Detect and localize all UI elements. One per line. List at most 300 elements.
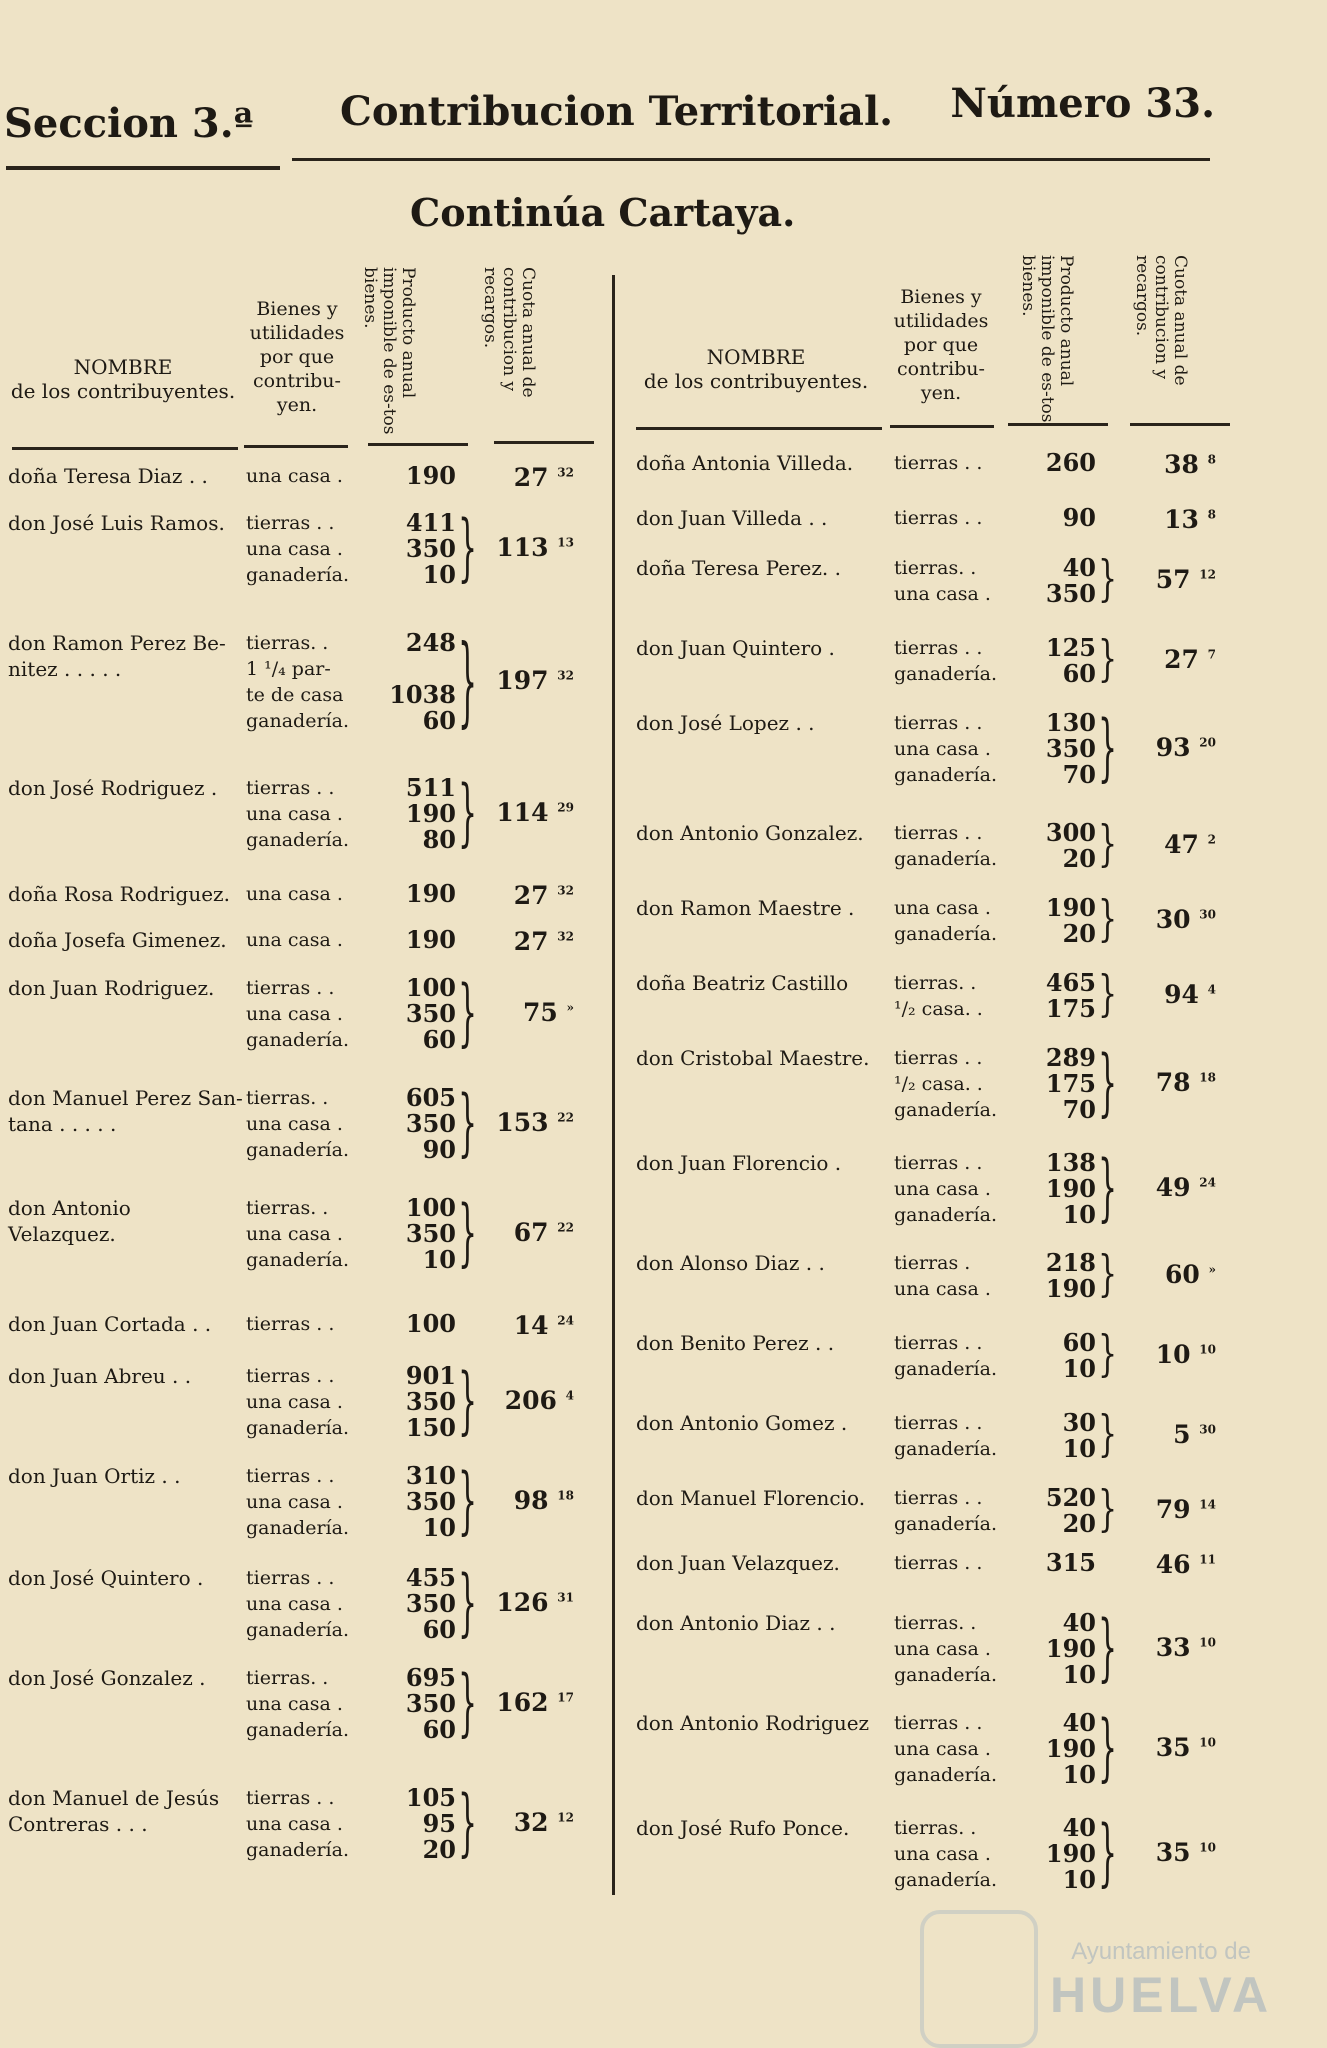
- product-value: 190: [1045, 1634, 1096, 1663]
- quota-value: [494, 463, 574, 492]
- asset-list: [894, 1330, 997, 1382]
- table-row: [8, 1561, 608, 1647]
- grouping-brace: }: [458, 1191, 478, 1277]
- asset-list: [894, 450, 982, 476]
- asset-item: tierras. .: [246, 632, 329, 654]
- product-values: [386, 775, 456, 853]
- product-value: 40: [1062, 1708, 1096, 1737]
- quota-cents: 32: [557, 929, 574, 944]
- product-value: 218: [1045, 1248, 1096, 1277]
- quota-cents: 30: [1199, 907, 1216, 922]
- taxpayer-name: doña Antonia Villeda.: [636, 451, 854, 475]
- product-value: 190: [1045, 1734, 1096, 1763]
- product-value: 60: [1062, 1328, 1096, 1357]
- quota-value: [1136, 450, 1216, 479]
- col-header-product: Producto anual imponible de es-tos bienes.: [360, 267, 418, 435]
- table-row: [636, 551, 1236, 608]
- grouping-brace: }: [1098, 1706, 1118, 1792]
- product-value: 350: [1045, 579, 1096, 608]
- col-header-assets: Bienes y utilidades por que contribu-yen.: [893, 286, 989, 404]
- quota-value: [1136, 1838, 1216, 1867]
- asset-item: una casa .: [894, 583, 991, 605]
- asset-item: ¹/₂ casa. .: [894, 998, 983, 1020]
- quota-cents: 4: [565, 1388, 574, 1403]
- taxpayer-name: doña Teresa Perez. .: [636, 556, 841, 580]
- quota-amount: 27: [513, 463, 549, 492]
- product-values: [386, 975, 456, 1053]
- product-values: [1026, 970, 1096, 1022]
- product-value: 350: [405, 1689, 456, 1718]
- asset-list: [246, 1085, 349, 1163]
- asset-list: [894, 895, 997, 947]
- quota-cents: 32: [557, 883, 574, 898]
- table-row: [636, 891, 1236, 948]
- quota-value: [1136, 1420, 1216, 1449]
- column-divider: [612, 275, 615, 1895]
- taxpayer-name: doña Josefa Gimenez.: [8, 928, 227, 952]
- grouping-brace: }: [458, 1359, 478, 1445]
- asset-list: [246, 1363, 349, 1441]
- product-values: [386, 1665, 456, 1743]
- product-value: 190: [1045, 1274, 1096, 1303]
- grouping-brace: }: [1098, 1041, 1118, 1127]
- quota-amount: 35: [1155, 1733, 1191, 1762]
- product-value: 465: [1045, 968, 1096, 997]
- asset-item: una casa .: [246, 1003, 343, 1025]
- header-underline: [1130, 423, 1230, 426]
- product-values: [1026, 1410, 1096, 1462]
- taxpayer-name: don Manuel Perez San-tana . . . . .: [8, 1086, 243, 1136]
- asset-item: ganadería.: [246, 564, 349, 586]
- product-value: 350: [405, 1219, 456, 1248]
- product-value: 190: [405, 925, 456, 954]
- header-underline: [1008, 423, 1108, 426]
- taxpayer-name: doña Teresa Diaz . .: [8, 464, 208, 488]
- product-value: 175: [1045, 1069, 1096, 1098]
- asset-item: tierras . .: [246, 1365, 335, 1387]
- document-heading: Contribucion Territorial.: [340, 88, 894, 135]
- quota-amount: 60: [1164, 1260, 1200, 1289]
- asset-item: tierras . .: [894, 1332, 983, 1354]
- document-number: Número 33.: [950, 80, 1215, 127]
- header-rule-left: [6, 166, 280, 170]
- quota-cents: »: [1208, 1262, 1216, 1277]
- product-value: 125: [1045, 633, 1096, 662]
- grouping-brace: }: [458, 1561, 478, 1647]
- asset-item: tierras . .: [894, 1712, 983, 1734]
- taxpayer-name: don Antonio Gomez .: [636, 1411, 848, 1435]
- asset-list: [894, 635, 997, 687]
- taxpayer-name: doña Beatriz Castillo: [636, 971, 849, 995]
- product-value: 10: [1062, 1200, 1096, 1229]
- quota-cents: 10: [1199, 1635, 1216, 1650]
- product-values: [386, 510, 456, 588]
- table-row: [636, 966, 1236, 1023]
- table-row: [8, 461, 608, 492]
- quota-amount: 94: [1164, 980, 1199, 1009]
- grouping-brace: }: [1098, 551, 1118, 608]
- quota-value: [494, 1588, 574, 1617]
- asset-item: ganadería.: [894, 1869, 997, 1891]
- asset-item: ganadería.: [894, 1664, 997, 1686]
- grouping-brace: }: [458, 506, 478, 592]
- asset-item: ganadería.: [894, 1764, 997, 1786]
- table-row: [636, 1811, 1236, 1897]
- product-value: 350: [405, 1589, 456, 1618]
- quota-cents: 12: [1199, 567, 1216, 582]
- table-row: [636, 448, 1236, 479]
- quota-value: [494, 798, 574, 827]
- asset-item: una casa .: [894, 897, 991, 919]
- quota-value: [494, 1688, 574, 1717]
- product-value: 90: [1062, 503, 1096, 532]
- asset-item: ganadería.: [246, 1029, 349, 1051]
- product-value: 1038: [389, 680, 456, 709]
- quota-amount: 49: [1155, 1173, 1191, 1202]
- taxpayer-name: don José Rufo Ponce.: [636, 1816, 850, 1840]
- product-value: [386, 656, 456, 682]
- asset-item: ¹/₂ casa. .: [894, 1073, 983, 1095]
- asset-list: [246, 775, 349, 853]
- product-value: 190: [405, 799, 456, 828]
- table-row: [636, 1326, 1236, 1383]
- quota-value: [1136, 1068, 1216, 1097]
- product-value: 310: [405, 1461, 456, 1490]
- asset-item: tierras . .: [894, 1487, 983, 1509]
- product-value: 138: [1045, 1148, 1096, 1177]
- asset-item: tierras . .: [246, 977, 335, 999]
- asset-list: [246, 975, 349, 1053]
- quota-cents: 32: [557, 465, 574, 480]
- table-row: [636, 1146, 1236, 1232]
- quota-amount: 75: [522, 998, 558, 1027]
- product-value: 10: [422, 1513, 456, 1542]
- quota-amount: 197: [496, 666, 549, 695]
- asset-list: [246, 630, 349, 734]
- product-value: 190: [405, 461, 456, 490]
- asset-item: una casa .: [894, 1638, 991, 1660]
- asset-list: [894, 1610, 997, 1688]
- product-value: 10: [1062, 1865, 1096, 1894]
- taxpayer-name: doña Rosa Rodriguez.: [8, 882, 230, 906]
- product-value: 150: [405, 1413, 456, 1442]
- quota-amount: 47: [1164, 830, 1199, 859]
- quota-amount: 114: [496, 798, 549, 827]
- product-values: [386, 1311, 456, 1337]
- col-header-name: NOMBRE de los contribuyentes.: [10, 355, 236, 403]
- quota-amount: 32: [513, 1808, 549, 1837]
- table-row: [636, 1706, 1236, 1792]
- product-values: [1026, 820, 1096, 872]
- product-value: 10: [422, 1245, 456, 1274]
- quota-amount: 113: [496, 533, 549, 562]
- taxpayer-name: don Alonso Diaz . .: [636, 1251, 825, 1275]
- product-values: [386, 927, 456, 953]
- quota-cents: 2: [1207, 832, 1216, 847]
- quota-value: [1136, 1495, 1216, 1524]
- table-row: [8, 1309, 608, 1340]
- asset-item: tierras . .: [894, 1552, 983, 1574]
- quota-cents: »: [566, 1000, 574, 1015]
- asset-item: te de casa: [246, 684, 344, 706]
- quota-amount: 27: [513, 881, 549, 910]
- quota-cents: 30: [1199, 1422, 1216, 1437]
- product-value: 10: [1062, 1354, 1096, 1383]
- taxpayer-name: don Benito Perez . .: [636, 1331, 835, 1355]
- asset-item: ganadería.: [894, 848, 997, 870]
- asset-list: [894, 1550, 982, 1576]
- quota-cents: 10: [1199, 1342, 1216, 1357]
- taxpayer-name: don Juan Cortada . .: [8, 1312, 212, 1336]
- grouping-brace: }: [1098, 706, 1118, 792]
- quota-value: [494, 1486, 574, 1515]
- product-value: 350: [1045, 734, 1096, 763]
- taxpayer-name: don Juan Ortiz . .: [8, 1464, 181, 1488]
- product-value: 20: [1062, 844, 1096, 873]
- asset-list: [894, 970, 983, 1022]
- quota-amount: 126: [496, 1588, 549, 1617]
- quota-cents: 4: [1207, 982, 1216, 997]
- asset-item: tierras. .: [246, 1087, 329, 1109]
- quota-amount: 57: [1155, 565, 1191, 594]
- huelva-seal-watermark: [920, 1910, 1038, 2048]
- product-value: 520: [1045, 1483, 1096, 1512]
- asset-item: tierras . .: [246, 1465, 335, 1487]
- product-value: 130: [1045, 708, 1096, 737]
- asset-item: una casa .: [246, 465, 343, 487]
- quota-cents: 31: [557, 1590, 574, 1605]
- asset-item: tierras. .: [894, 972, 977, 994]
- taxpayer-name: don Juan Velazquez.: [636, 1551, 840, 1575]
- quota-amount: 98: [513, 1486, 549, 1515]
- col-header-quota: Cuota anual de contribucion y recargos.: [480, 267, 538, 398]
- asset-item: tierras . .: [894, 1412, 983, 1434]
- quota-value: [494, 1311, 574, 1340]
- product-value: 10: [422, 560, 456, 589]
- table-row: [8, 1359, 608, 1445]
- asset-item: una casa .: [246, 1391, 343, 1413]
- quota-value: [1136, 980, 1216, 1009]
- header-underline: [494, 441, 594, 444]
- product-value: 175: [1045, 994, 1096, 1023]
- product-value: 511: [405, 773, 456, 802]
- quota-cents: 10: [1199, 1840, 1216, 1855]
- taxpayer-name: don José Luis Ramos.: [8, 511, 225, 535]
- product-values: [1026, 1710, 1096, 1788]
- asset-item: una casa .: [246, 538, 343, 560]
- col-header-name: NOMBRE de los contribuyentes.: [643, 345, 869, 393]
- product-value: 20: [1062, 1509, 1096, 1538]
- quota-value: [1136, 645, 1216, 674]
- quota-cents: 24: [557, 1313, 574, 1328]
- product-value: 260: [1045, 448, 1096, 477]
- table-row: [8, 626, 608, 740]
- asset-item: una casa .: [894, 1843, 991, 1865]
- table-row: [8, 1661, 608, 1747]
- quota-amount: 153: [496, 1108, 549, 1137]
- table-row: [636, 1041, 1236, 1127]
- grouping-brace: }: [458, 1661, 478, 1747]
- taxpayer-name: don Juan Rodriguez.: [8, 976, 215, 1000]
- quota-value: [494, 1218, 574, 1247]
- quota-amount: 78: [1155, 1068, 1191, 1097]
- asset-item: una casa .: [246, 1113, 343, 1135]
- table-row: [636, 1481, 1236, 1538]
- quota-amount: 162: [496, 1688, 549, 1717]
- asset-list: [894, 1815, 997, 1893]
- taxpayer-name: don José Rodriguez .: [8, 776, 218, 800]
- product-value: 100: [405, 1309, 456, 1338]
- header-underline: [890, 425, 994, 428]
- product-values: [1026, 635, 1096, 687]
- product-value: 248: [405, 628, 456, 657]
- quota-amount: 93: [1155, 733, 1191, 762]
- asset-list: [246, 927, 343, 953]
- product-values: [386, 1195, 456, 1273]
- product-value: 10: [1062, 1660, 1096, 1689]
- col-header-quota: Cuota anual de contribucion y recargos.: [1132, 255, 1190, 386]
- asset-list: [894, 820, 997, 872]
- col-header-product: Producto anual imponible de es-tos bienes.: [1018, 255, 1076, 423]
- asset-item: ganadería.: [894, 1438, 997, 1460]
- asset-item: una casa .: [894, 1278, 991, 1300]
- product-value: 10: [1062, 1434, 1096, 1463]
- taxpayer-name: don Ramon Maestre .: [636, 896, 855, 920]
- grouping-brace: }: [1098, 816, 1118, 873]
- grouping-brace: }: [1098, 966, 1118, 1023]
- taxpayer-name: don Antonio Rodriguez: [636, 1711, 870, 1735]
- asset-item: ganadería.: [246, 1249, 349, 1271]
- grouping-brace: }: [458, 1081, 478, 1167]
- grouping-brace: }: [1098, 631, 1118, 688]
- product-value: 190: [405, 879, 456, 908]
- asset-list: [246, 1311, 334, 1337]
- quota-cents: 18: [1199, 1070, 1216, 1085]
- quota-cents: 10: [1199, 1735, 1216, 1750]
- taxpayer-name: don Antonio Velazquez.: [8, 1196, 131, 1246]
- grouping-brace: }: [1098, 1146, 1118, 1232]
- table-row: [636, 1246, 1236, 1303]
- grouping-brace: }: [458, 771, 478, 857]
- quota-value: [494, 1808, 574, 1837]
- asset-item: ganadería.: [894, 1513, 997, 1535]
- asset-item: tierras . .: [894, 1047, 983, 1069]
- table-row: [636, 503, 1236, 534]
- product-value: 605: [405, 1083, 456, 1112]
- product-value: 315: [1045, 1548, 1096, 1577]
- product-values: [386, 1785, 456, 1863]
- asset-list: [246, 510, 349, 588]
- asset-list: [246, 1565, 349, 1643]
- product-value: 60: [1062, 659, 1096, 688]
- asset-item: una casa .: [246, 1813, 343, 1835]
- header-underline: [12, 447, 238, 450]
- quota-value: [494, 998, 574, 1027]
- asset-list: [246, 463, 343, 489]
- taxpayer-name: don Manuel de Jesús Contreras . . .: [8, 1786, 220, 1836]
- quota-cents: 22: [557, 1220, 574, 1235]
- asset-list: [894, 505, 982, 531]
- asset-list: [246, 1665, 349, 1743]
- product-value: 350: [405, 1487, 456, 1516]
- col-header-assets: Bienes y utilidades por que contribu-yen.: [249, 298, 345, 416]
- quota-amount: 5: [1173, 1420, 1191, 1449]
- quota-cents: 20: [1199, 735, 1216, 750]
- asset-item: ganadería.: [894, 1099, 997, 1121]
- grouping-brace: }: [458, 626, 478, 740]
- product-values: [1026, 710, 1096, 788]
- asset-list: [894, 555, 991, 607]
- product-value: 100: [405, 1193, 456, 1222]
- taxpayer-name: don Antonio Gonzalez.: [636, 821, 864, 845]
- asset-item: una casa .: [894, 1178, 991, 1200]
- product-values: [1026, 1045, 1096, 1123]
- asset-list: [894, 1150, 997, 1228]
- quota-amount: 38: [1164, 450, 1199, 479]
- asset-item: 1 ¹/₄ par-: [246, 658, 331, 680]
- quota-value: [1136, 1260, 1216, 1289]
- product-value: 350: [405, 999, 456, 1028]
- asset-item: ganadería.: [894, 1204, 997, 1226]
- quota-cents: 8: [1207, 507, 1216, 522]
- asset-item: una casa .: [246, 1593, 343, 1615]
- product-value: 40: [1062, 1608, 1096, 1637]
- asset-list: [246, 1463, 349, 1541]
- grouping-brace: }: [458, 1459, 478, 1545]
- product-values: [386, 1463, 456, 1541]
- table-row: [8, 1459, 608, 1545]
- quota-amount: 33: [1155, 1633, 1191, 1662]
- grouping-brace: }: [1098, 1326, 1118, 1383]
- product-value: 350: [405, 534, 456, 563]
- asset-item: ganadería.: [246, 1517, 349, 1539]
- asset-item: tierras . .: [246, 512, 335, 534]
- asset-item: una casa .: [894, 1738, 991, 1760]
- asset-item: una casa .: [894, 738, 991, 760]
- asset-item: ganadería.: [246, 829, 349, 851]
- grouping-brace: }: [1098, 1246, 1118, 1303]
- product-values: [1026, 555, 1096, 607]
- quota-cents: 24: [1199, 1175, 1216, 1190]
- asset-list: [894, 1250, 991, 1302]
- taxpayer-name: don Antonio Diaz . .: [636, 1611, 836, 1635]
- taxpayer-name: don Juan Florencio .: [636, 1151, 842, 1175]
- header-underline: [636, 427, 882, 430]
- taxpayer-name: don Juan Quintero .: [636, 636, 835, 660]
- quota-value: [1136, 1633, 1216, 1662]
- asset-list: [246, 881, 343, 907]
- taxpayer-name: don José Gonzalez .: [8, 1666, 206, 1690]
- quota-value: [494, 881, 574, 910]
- quota-value: [1136, 905, 1216, 934]
- grouping-brace: }: [458, 1781, 478, 1867]
- quota-value: [494, 1108, 574, 1137]
- quota-cents: 13: [557, 535, 574, 550]
- product-values: [386, 463, 456, 489]
- quota-value: [1136, 1550, 1216, 1579]
- asset-list: [246, 1785, 349, 1863]
- asset-item: una casa .: [246, 883, 343, 905]
- asset-item: tierras. .: [894, 1612, 977, 1634]
- asset-item: una casa .: [246, 1491, 343, 1513]
- quota-amount: 206: [504, 1386, 557, 1415]
- archive-watermark: Ayuntamiento de HUELVA: [1050, 1938, 1273, 2023]
- product-value: 20: [1062, 919, 1096, 948]
- asset-item: ganadería.: [246, 1839, 349, 1861]
- product-value: 901: [405, 1361, 456, 1390]
- asset-list: [894, 1485, 997, 1537]
- asset-list: [894, 1045, 997, 1123]
